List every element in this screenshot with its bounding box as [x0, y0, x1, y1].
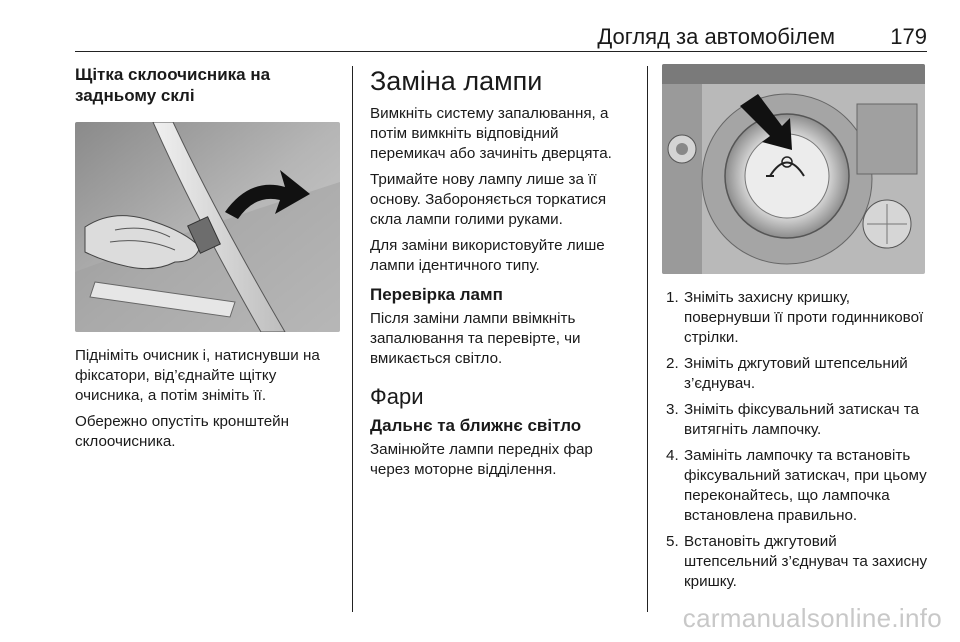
- step-item: 1. Зніміть захисну кришку, повернувши її проти годинникової стрілки.: [666, 289, 924, 346]
- replacement-steps-list: [662, 288, 930, 592]
- wiper-instruction-1: Підніміть очисник і, натиснувши на фіксатори, від’єднайте щітку очисника, а потім зніміть її.: [75, 347, 320, 404]
- column-left: [75, 64, 340, 458]
- bulb-check-text: Після заміни лампи ввімкніть запалювання та перевірте, чи вмикається світло.: [370, 310, 581, 367]
- column-divider-1: [352, 66, 353, 612]
- intro-paragraph-1: Вимкніть систему запалювання, а потім вимкніть відповідний перемикач або зачиніть дверцята.: [370, 105, 612, 162]
- beam-text: Замінюйте лампи передніх фар через моторне відділення.: [370, 441, 593, 478]
- intro-paragraph-2: Тримайте нову лампу лише за її основу. Забороняється торкатися скла лампи голими руками.: [370, 171, 607, 228]
- section-heading-rear-wiper: Щітка склоочисника на задньому склі: [75, 65, 271, 105]
- beam-heading: Дальнє та ближнє світло: [370, 416, 582, 435]
- column-middle: [370, 64, 635, 486]
- bulb-replacement-title: Заміна лампи: [370, 66, 543, 96]
- step-item: 5. Встановіть джгутовий штепсельний з’єднувач та захисну кришку.: [666, 533, 928, 590]
- intro-paragraph-3: Для заміни використовуйте лише лампи ідентичного типу.: [370, 237, 605, 274]
- wiper-illustration: [75, 122, 340, 332]
- headlights-title: Фари: [370, 384, 424, 409]
- headlamp-illustration: [662, 64, 925, 274]
- step-item: 3. Зніміть фіксувальний затискач та витягніть лампочку.: [666, 401, 919, 438]
- wiper-instruction-2: Обережно опустіть кронштейн склоочисника.: [75, 413, 290, 450]
- page-number: 179: [890, 24, 927, 49]
- bulb-check-heading: Перевірка ламп: [370, 285, 503, 304]
- watermark: carmanualsonline.info: [682, 603, 942, 633]
- page-header: [75, 18, 927, 52]
- step-item: 4. Замініть лампочку та встановіть фіксувальний затискач, при цьому переконайтесь, що лампочка встановлена правильно.: [666, 447, 927, 524]
- column-divider-2: [647, 66, 648, 612]
- header-title: Догляд за автомобілем: [597, 24, 835, 49]
- column-right: [662, 64, 930, 598]
- step-item: 2. Зніміть джгутовий штепсельний з’єднувач.: [666, 355, 908, 392]
